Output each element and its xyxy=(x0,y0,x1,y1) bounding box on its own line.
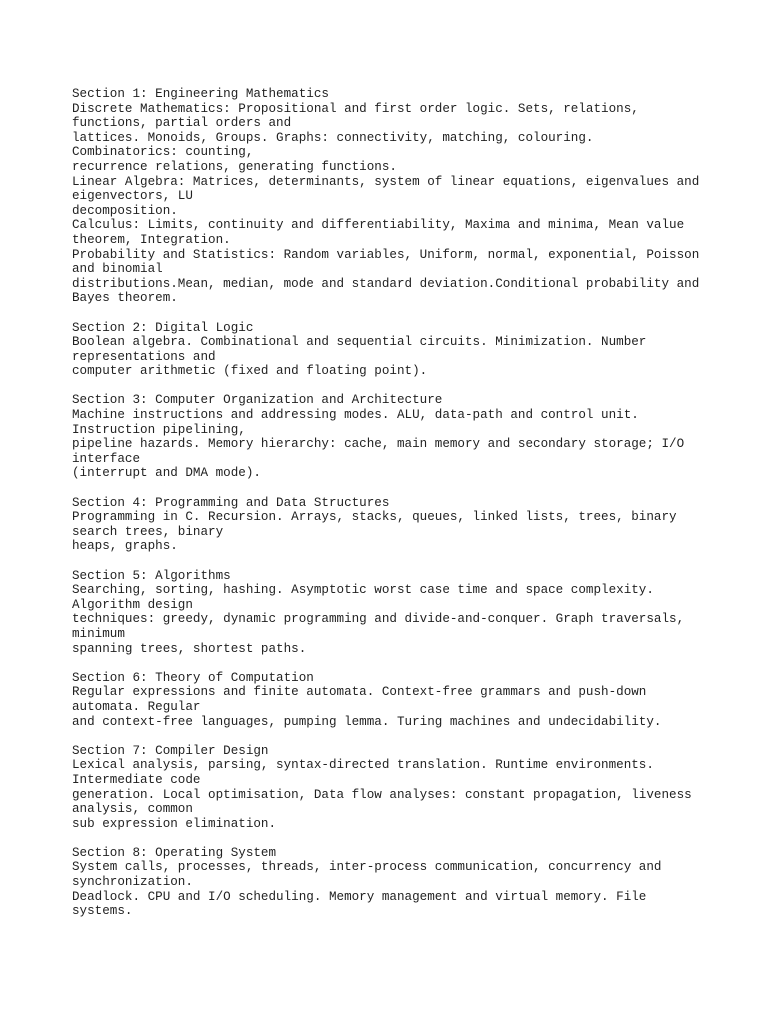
section-theory-of-computation xyxy=(72,671,728,729)
section-text-line: Calculus: Limits, continuity and differentiability, Maxima and minima, Mean value xyxy=(72,218,685,233)
section-heading: Section 7: Compiler Design xyxy=(72,743,269,758)
section-text-line: eigenvectors, LU xyxy=(72,189,193,204)
section-text-line: generation. Local optimisation, Data flow analyses: constant propagation, liveness xyxy=(72,787,692,802)
section-text-line: analysis, common xyxy=(72,802,193,817)
section-text-line: spanning trees, shortest paths. xyxy=(72,641,307,656)
section-text-line: Bayes theorem. xyxy=(72,291,178,306)
section-text-line: heaps, graphs. xyxy=(72,539,178,554)
section-text-line: Algorithm design xyxy=(72,597,193,612)
section-text-line: theorem, Integration. xyxy=(72,232,231,247)
section-text-line: automata. Regular xyxy=(72,699,201,714)
section-text-line: System calls, processes, threads, inter-process communication, concurrency and xyxy=(72,860,662,875)
section-heading: Section 3: Computer Organization and Architecture xyxy=(72,393,443,408)
section-compiler-design xyxy=(72,744,728,832)
section-text-line: Lexical analysis, parsing, syntax-directed translation. Runtime environments. xyxy=(72,758,654,773)
section-text-line: distributions.Mean, median, mode and standard deviation.Conditional probability and xyxy=(72,276,700,291)
section-text-line: Linear Algebra: Matrices, determinants, system of linear equations, eigenvalues and xyxy=(72,174,700,189)
section-heading: Section 1: Engineering Mathematics xyxy=(72,87,329,101)
section-text-line: Discrete Mathematics: Propositional and first order logic. Sets, relations, xyxy=(72,101,639,116)
section-text-line: pipeline hazards. Memory hierarchy: cache, main memory and secondary storage; I/O xyxy=(72,437,685,452)
section-text-line: synchronization. xyxy=(72,875,193,890)
section-text-line: interface xyxy=(72,451,141,466)
section-computer-organization xyxy=(72,393,728,481)
section-heading: Section 5: Algorithms xyxy=(72,568,231,583)
section-text-line: systems. xyxy=(72,904,133,919)
section-text-line: minimum xyxy=(72,626,125,641)
section-heading: Section 8: Operating System xyxy=(72,845,277,860)
section-text-line: computer arithmetic (fixed and floating point). xyxy=(72,364,428,379)
section-text-line: Searching, sorting, hashing. Asymptotic worst case time and space complexity. xyxy=(72,583,654,598)
section-text-line: representations and xyxy=(72,349,216,364)
section-algorithms xyxy=(72,569,728,657)
section-operating-system xyxy=(72,846,728,919)
section-digital-logic xyxy=(72,321,728,379)
section-text-line: Boolean algebra. Combinational and sequential circuits. Minimization. Number xyxy=(72,335,647,350)
section-text-line: recurrence relations, generating functions. xyxy=(72,159,397,174)
section-heading: Section 4: Programming and Data Structures xyxy=(72,495,390,510)
section-text-line: Probability and Statistics: Random variables, Uniform, normal, exponential, Poisson xyxy=(72,247,700,262)
section-engineering-mathematics xyxy=(72,87,728,306)
section-text-line: Deadlock. CPU and I/O scheduling. Memory management and virtual memory. File xyxy=(72,889,647,904)
section-text-line: Instruction pipelining, xyxy=(72,422,246,437)
section-text-line: sub expression elimination. xyxy=(72,816,277,831)
section-text-line: techniques: greedy, dynamic programming and divide-and-conquer. Graph traversals, xyxy=(72,612,685,627)
section-text-line: Programming in C. Recursion. Arrays, stacks, queues, linked lists, trees, binary xyxy=(72,510,677,525)
section-text-line: Combinatorics: counting, xyxy=(72,145,254,160)
section-text-line: Machine instructions and addressing modes. ALU, data-path and control unit. xyxy=(72,408,639,423)
section-programming-data-structures xyxy=(72,496,728,554)
section-heading: Section 2: Digital Logic xyxy=(72,320,254,335)
section-text-line: lattices. Monoids, Groups. Graphs: connectivity, matching, colouring. xyxy=(72,130,594,145)
section-text-line: Regular expressions and finite automata. Context-free grammars and push-down xyxy=(72,685,647,700)
section-heading: Section 6: Theory of Computation xyxy=(72,670,314,685)
section-text-line: search trees, binary xyxy=(72,524,224,539)
section-text-line: decomposition. xyxy=(72,203,178,218)
section-text-line: (interrupt and DMA mode). xyxy=(72,466,261,481)
section-text-line: and context-free languages, pumping lemma. Turing machines and undecidability. xyxy=(72,714,662,729)
section-text-line: and binomial xyxy=(72,262,163,277)
section-text-line: functions, partial orders and xyxy=(72,116,292,131)
section-text-line: Intermediate code xyxy=(72,772,201,787)
